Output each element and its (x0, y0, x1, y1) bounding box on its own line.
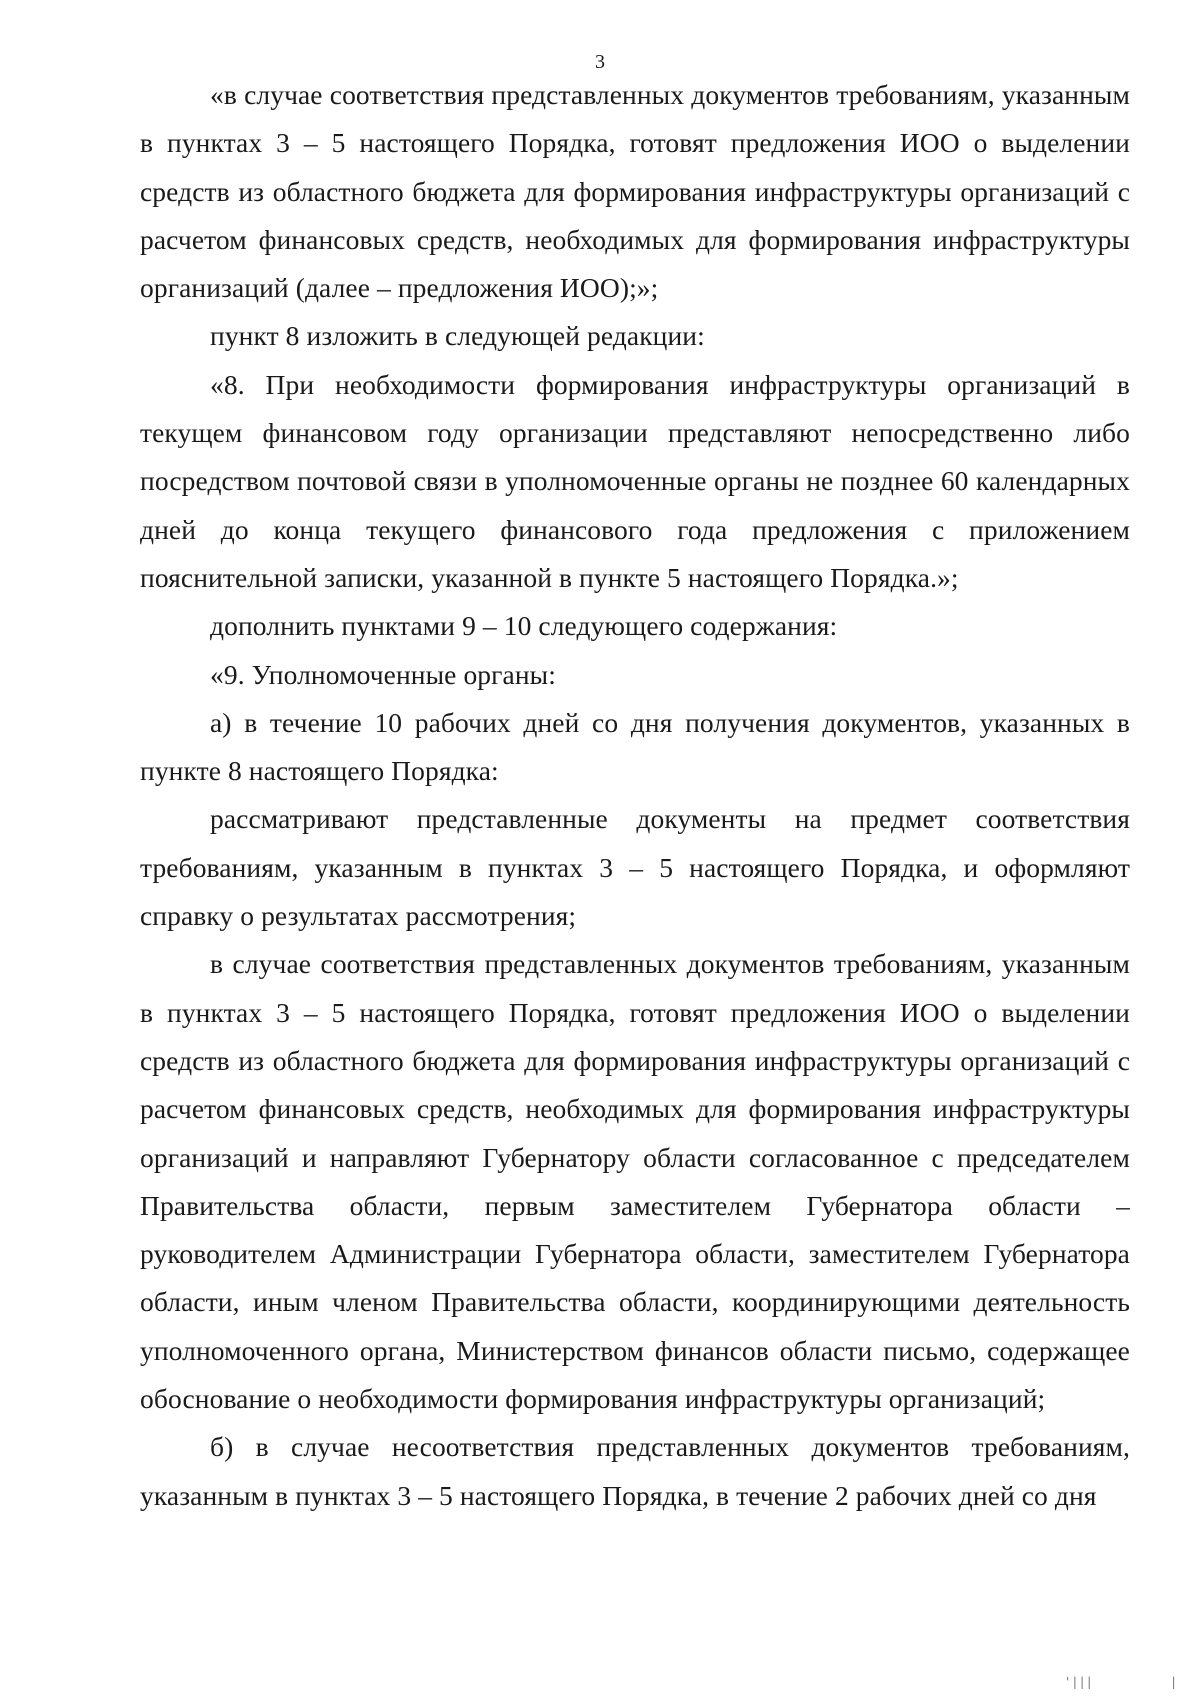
paragraph-item-9b: б) в случае несоответствия представленных документов требованиям, указанным в пунктах 3 – 5 настоящего Порядка, в течение 2 рабочих дней со дня (140, 1431, 1130, 1511)
paragraph-review-documents: рассматривают представленные документы на предмет соответствия требованиям, указанным в пунктах 3 – 5 настоящего Порядка, и оформляют справку о результатах рассмотрения; (140, 803, 1130, 932)
paragraph-item-9-heading: «9. Уполномоченные органы: (210, 658, 556, 690)
scan-mark-right: | (1170, 1675, 1178, 1689)
scan-mark-left: '||| (1064, 1675, 1093, 1689)
paragraph-compliance-case: в случае соответствия представленных документов требованиям, указанным в пунктах 3 – 5 настоящего Порядка, готовят предложения ИОО о выделении средств из областного бюджета для формирования инфраструктуры организаций с расчетом финансовых средств, необходимых для формирования инфраструктуры организаций и направляют Губернатору области согласованное с председателем Правительства области, первым заместителем Губернатора области – руководителем Администрации Губернатора области, заместителем Губернатора области, иным членом Правительства области, координирующими деятельность уполномоченного органа, Министерством финансов области письмо, содержащее обоснование о необходимости формирования инфраструктуры организаций; (140, 948, 1130, 1415)
page-number: 3 (595, 51, 605, 73)
paragraph-items-9-10-intro: дополнить пунктами 9 – 10 следующего содержания: (210, 610, 838, 642)
paragraph-item-8-text: «8. При необходимости формирования инфраструктуры организаций в текущем финансовом году организации представляют непосредственно либо посредством почтовой связи в уполномоченные органы не позднее 60 календарных дней до конца текущего финансового года предложения с приложением пояснительной записки, указанной в пункте 5 настоящего Порядка.»; (140, 368, 1130, 593)
paragraph-item-9a: а) в течение 10 рабочих дней со дня получения документов, указанных в пункте 8 настоящего Порядка: (140, 706, 1130, 787)
document-body (140, 71, 1130, 1520)
paragraph-ioo-proposals-clause: «в случае соответствия представленных документов требованиям, указанным в пунктах 3 – 5 настоящего Порядка, готовят предложения ИОО о выделении средств из областного бюджета для формирования инфраструктуры организаций с расчетом финансовых средств, необходимых для формирования инфраструктуры организаций (далее – предложения ИОО);»; (140, 79, 1130, 304)
paragraph-item-8-intro: пункт 8 изложить в следующей редакции: (210, 320, 705, 352)
